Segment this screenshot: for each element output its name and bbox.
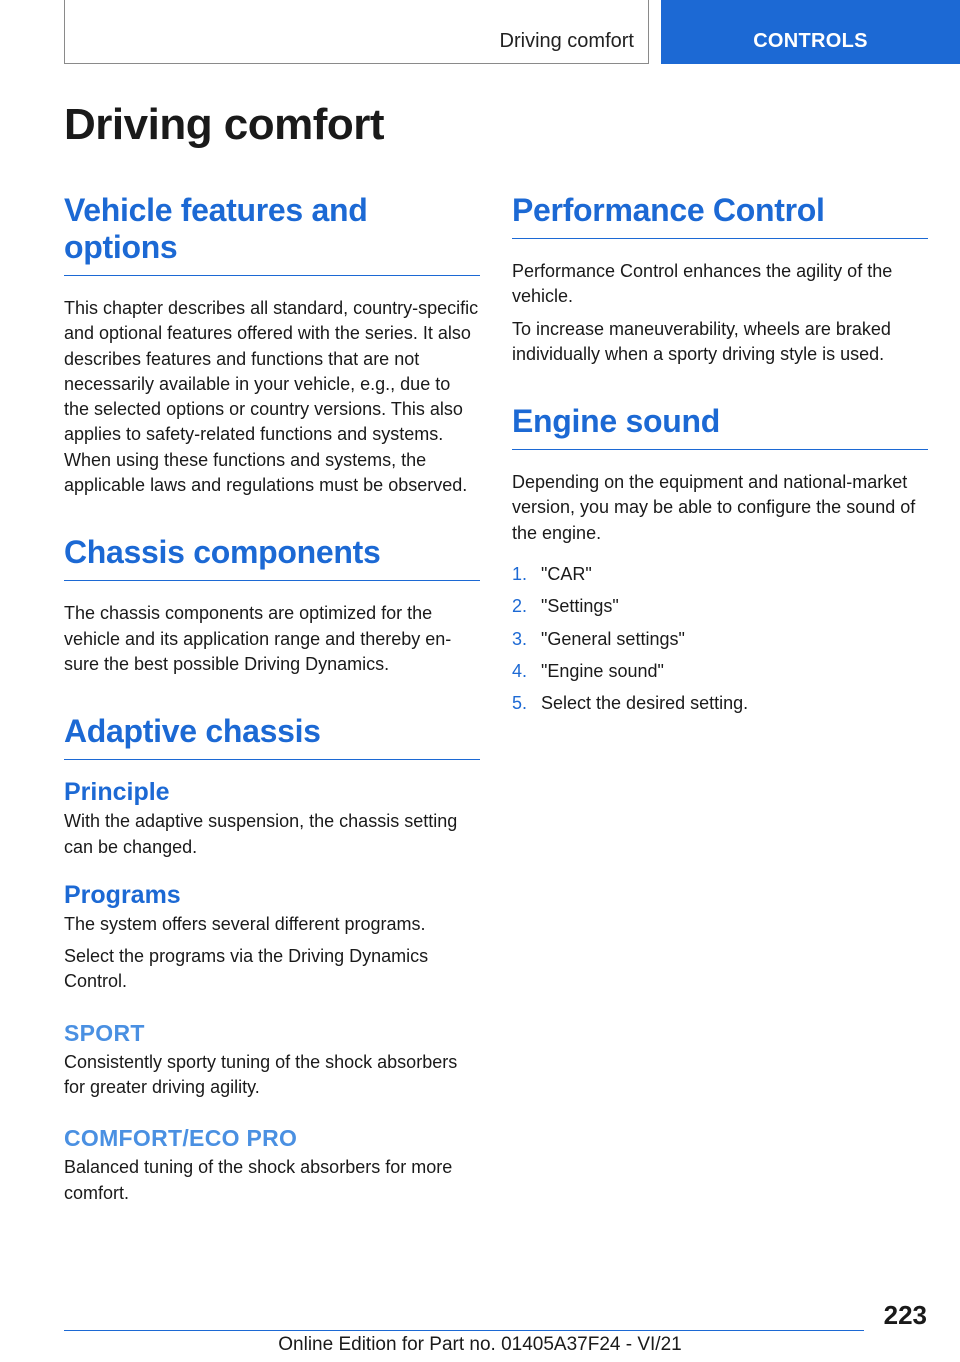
right-column	[512, 192, 928, 720]
heading-adaptive-chassis: Adaptive chassis	[64, 713, 480, 760]
list-item	[512, 655, 928, 687]
engine-sound-steps	[512, 558, 928, 719]
step-number: 2.	[512, 596, 528, 617]
step-text: "CAR"	[541, 564, 592, 585]
heading-vehicle-features: Vehicle features and options	[64, 192, 480, 276]
paragraph-performance-2: To increase maneuverability, wheels are braked individually when a sporty driving style is used.	[512, 318, 891, 364]
list-item	[512, 590, 928, 622]
heading-engine-sound: Engine sound	[512, 403, 928, 450]
list-item	[512, 687, 928, 719]
step-text: "Settings"	[541, 596, 619, 617]
step-number: 3.	[512, 628, 528, 649]
step-number: 5.	[512, 693, 528, 714]
footer-edition: Online Edition for Part no. 01405A37F24 - VI/21	[278, 1334, 682, 1355]
step-number: 1.	[512, 564, 528, 585]
step-text: "Engine sound"	[541, 660, 664, 681]
paragraph-comfort-eco-pro: Balanced tuning of the shock absorbers for more comfort.	[64, 1157, 453, 1203]
paragraph-principle: With the adaptive suspension, the chassis setting can be changed.	[64, 811, 458, 857]
list-item	[512, 623, 928, 655]
subheading-principle: Principle	[64, 778, 170, 807]
step-number: 4.	[512, 660, 528, 681]
page-number: 223	[883, 1300, 927, 1330]
header-chapter-tab[interactable]	[661, 0, 960, 64]
subheading-programs: Programs	[64, 880, 181, 909]
footer-divider	[64, 1330, 864, 1331]
heading-performance-control: Performance Control	[512, 192, 928, 239]
paragraph-programs-2: Select the programs via the Driving Dynamics Control.	[64, 946, 429, 992]
page-title: Driving comfort	[64, 100, 385, 149]
list-item	[512, 558, 928, 590]
paragraph-vehicle-features: This chapter describes all standard, country-specific and optional features offered with the series. It also describes features and functions that are not necessarily available in your vehicle, e.g., due to the selected options or country versions. This also applies to safety-related functions and systems. When using these functions and systems, the applicable laws and regulations must be observed.	[64, 298, 479, 496]
header-chapter-label: CONTROLS	[753, 30, 868, 52]
paragraph-chassis-components: The chassis components are optimized for the vehicle and its application range and thereby ensure the best possible Driving Dynamics.	[64, 603, 452, 674]
paragraph-sport: Consistently sporty tuning of the shock absorbers for greater driving agility.	[64, 1051, 458, 1098]
paragraph-performance-1: Performance Control enhances the agility of the vehicle.	[512, 261, 893, 307]
step-text: Select the desired setting.	[541, 693, 749, 714]
paragraph-engine-sound: Depending on the equipment and national-market version, you may be able to configure the sound of the engine.	[512, 472, 916, 543]
heading-chassis-components: Chassis components	[64, 534, 480, 581]
subheading-comfort-eco-pro: COMFORT/ECO PRO	[64, 1125, 298, 1152]
left-column	[64, 192, 480, 1206]
subheading-sport: SPORT	[64, 1019, 145, 1046]
step-text: "General settings"	[541, 628, 685, 649]
paragraph-programs-1: The system offers several different programs.	[64, 913, 426, 934]
header-section-title: Driving comfort	[499, 30, 634, 52]
